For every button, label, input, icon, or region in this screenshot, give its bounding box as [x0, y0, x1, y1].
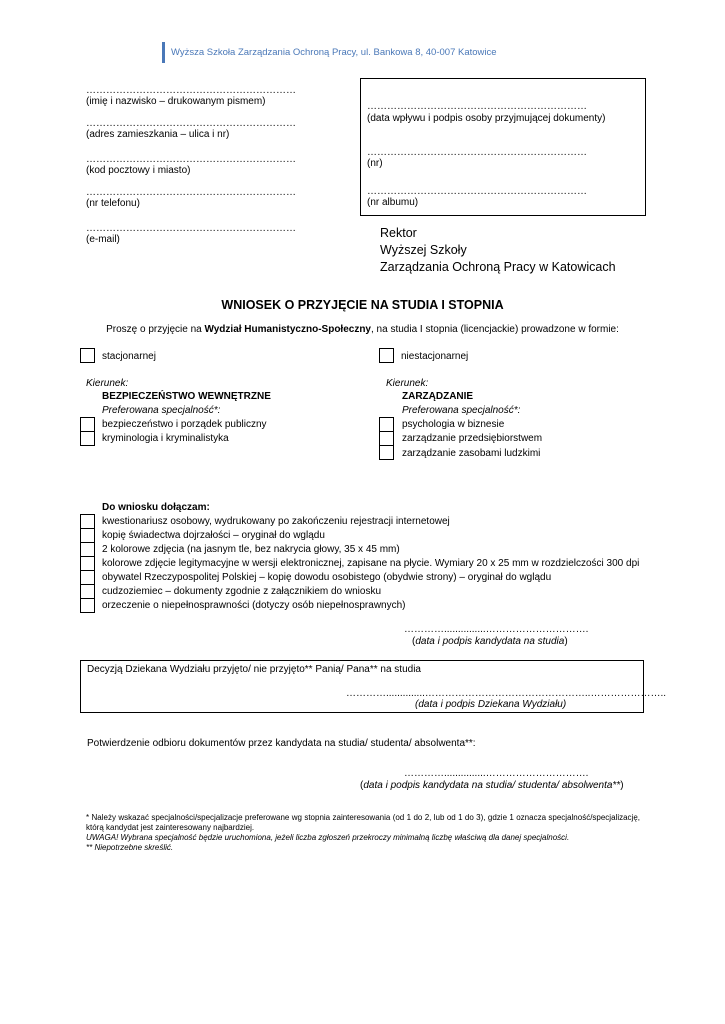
full-time-label: stacjonarnej: [102, 351, 156, 362]
name-dots: ………………………………………………………: [86, 85, 296, 96]
attachment-checkbox-6[interactable]: [80, 584, 95, 599]
right-spec-checkbox-2[interactable]: [379, 431, 394, 446]
request-prefix: Proszę o przyjęcie na: [106, 324, 205, 335]
footnote-1: * Należy wskazać specjalności/specjalizacje preferowane wg stopnia zainteresowania (od 1 do 2, lub od 1 do 3), gdzie 1 oznacza specjalność/specjalizację, którą kandydat jest zainteresowany najbardziej.: [86, 813, 640, 832]
attachment-checkbox-3[interactable]: [80, 542, 95, 557]
attachment-checkbox-5[interactable]: [80, 570, 95, 585]
nr-dots: …………………………………………………………: [367, 147, 587, 158]
email-dots: ………………………………………………………: [86, 223, 296, 234]
attachment-item-7: orzeczenie o niepełnosprawności (dotyczy osób niepełnosprawnych): [102, 600, 406, 611]
header-text: Wyższa Szkoła Zarządzania Ochroną Pracy, ul. Bankowa 8, 40-007 Katowice: [171, 47, 497, 58]
footnote-2: UWAGA! Wybrana specjalność będzie uruchomiona, jeżeli liczba zgłoszeń przekroczy minimalną liczbę właściwą dla danej specjalności.: [86, 833, 570, 842]
attachment-item-1: kwestionariusz osobowy, wydrukowany po zakończeniu rejestracji internetowej: [102, 516, 450, 527]
receipt-signature-label: [360, 780, 624, 791]
album-dots: …………………………………………………………: [367, 186, 587, 197]
postal-label: (kod pocztowy i miasto): [86, 165, 191, 176]
postal-dots: ………………………………………………………: [86, 154, 296, 165]
candidate-signature-label: [412, 636, 568, 647]
name-label: (imię i nazwisko – drukowanym pismem): [86, 96, 266, 107]
left-spec-label: Preferowana specjalność*:: [102, 405, 221, 416]
right-spec-1: psychologia w biznesie: [402, 419, 505, 430]
full-time-checkbox[interactable]: [80, 348, 95, 363]
attachment-checkbox-2[interactable]: [80, 528, 95, 543]
request-line: [0, 324, 725, 335]
attachments-heading: Do wniosku dołączam:: [102, 502, 210, 513]
right-spec-checkbox-3[interactable]: [379, 445, 394, 460]
part-time-label: niestacjonarnej: [401, 351, 469, 362]
address-label: (adres zamieszkania – ulica i nr): [86, 129, 230, 140]
attachment-checkbox-1[interactable]: [80, 514, 95, 529]
faculty-name: Wydział Humanistyczno-Społeczny: [204, 324, 371, 335]
attachment-checkbox-4[interactable]: [80, 556, 95, 571]
left-direction-name: BEZPIECZEŃSTWO WEWNĘTRZNE: [102, 391, 271, 402]
left-spec-1: bezpieczeństwo i porządek publiczny: [102, 419, 267, 430]
document-title: WNIOSEK O PRZYJĘCIE NA STUDIA I STOPNIA: [221, 298, 504, 312]
right-direction-label: Kierunek:: [386, 378, 429, 389]
attachment-checkbox-7[interactable]: [80, 598, 95, 613]
address-dots: ………………………………………………………: [86, 118, 296, 129]
right-spec-label: Preferowana specjalność*:: [402, 405, 521, 416]
receipt-signature-text: data i podpis kandydata na studia/ studenta/ absolwenta**: [363, 780, 621, 791]
receipt-confirmation-text: Potwierdzenie odbioru dokumentów przez kandydata na studia/ studenta/ absolwenta**:: [87, 738, 476, 749]
phone-label: (nr telefonu): [86, 198, 140, 209]
nr-label: (nr): [367, 158, 383, 169]
right-spec-3: zarządzanie zasobami ludzkimi: [402, 448, 541, 459]
candidate-signature-dots: …………...............………………………….: [404, 624, 589, 635]
candidate-signature-paren-close: ): [564, 636, 568, 647]
attachment-item-4: kolorowe zdjęcie legitymacyjne w wersji elektronicznej, zapisane na płycie. Wymiary 20 x 25 mm w rozdzielczości 300 dpi: [102, 558, 640, 569]
dean-signature-dots: …………..............…………………………………………..…………………..: [346, 688, 667, 699]
left-direction-label: Kierunek:: [86, 378, 129, 389]
candidate-signature-paren-open: (: [412, 636, 416, 647]
phone-dots: ………………………………………………………: [86, 187, 296, 198]
email-label: (e-mail): [86, 234, 120, 245]
right-direction-name: ZARZĄDZANIE: [402, 391, 474, 402]
receipt-signature-dots: …………...............………………………….: [404, 768, 589, 779]
dean-signature-label: (data i podpis Dziekana Wydziału): [415, 699, 567, 710]
left-spec-checkbox-1[interactable]: [80, 417, 95, 432]
addressee-line3: Zarządzania Ochroną Pracy w Katowicach: [380, 260, 616, 274]
left-spec-2: kryminologia i kryminalistyka: [102, 433, 229, 444]
part-time-checkbox[interactable]: [379, 348, 394, 363]
attachment-item-3: 2 kolorowe zdjęcia (na jasnym tle, bez nakrycia głowy, 35 x 45 mm): [102, 544, 400, 555]
album-label: (nr albumu): [367, 197, 419, 208]
receipt-signature-paren-open: (: [360, 780, 364, 791]
right-spec-2: zarządzanie przedsiębiorstwem: [402, 433, 543, 444]
request-suffix: , na studia I stopnia (licencjackie) prowadzone w formie:: [371, 324, 619, 335]
addressee-line2: Wyższej Szkoły: [380, 243, 467, 257]
attachment-item-2: kopię świadectwa dojrzałości – oryginał do wglądu: [102, 530, 325, 541]
candidate-signature-text: data i podpis kandydata na studia: [415, 636, 565, 647]
receipt-label: (data wpływu i podpis osoby przyjmującej dokumenty): [367, 113, 606, 124]
receipt-signature-paren-close: ): [620, 780, 624, 791]
footnote-3: ** Niepotrzebne skreślić.: [86, 843, 174, 852]
addressee-line1: Rektor: [380, 226, 417, 240]
attachment-item-6: cudzoziemiec – dokumenty zgodnie z załącznikiem do wniosku: [102, 586, 382, 597]
receipt-dots: …………………………………………………………: [367, 101, 587, 112]
right-spec-checkbox-1[interactable]: [379, 417, 394, 432]
header-bar: [162, 42, 165, 63]
attachment-item-5: obywatel Rzeczypospolitej Polskiej – kopię dowodu osobistego (obydwie strony) – oryginał do wglądu: [102, 572, 552, 583]
dean-decision-text: Decyzją Dziekana Wydziału przyjęto/ nie przyjęto** Panią/ Pana** na studia: [87, 664, 421, 675]
left-spec-checkbox-2[interactable]: [80, 431, 95, 446]
